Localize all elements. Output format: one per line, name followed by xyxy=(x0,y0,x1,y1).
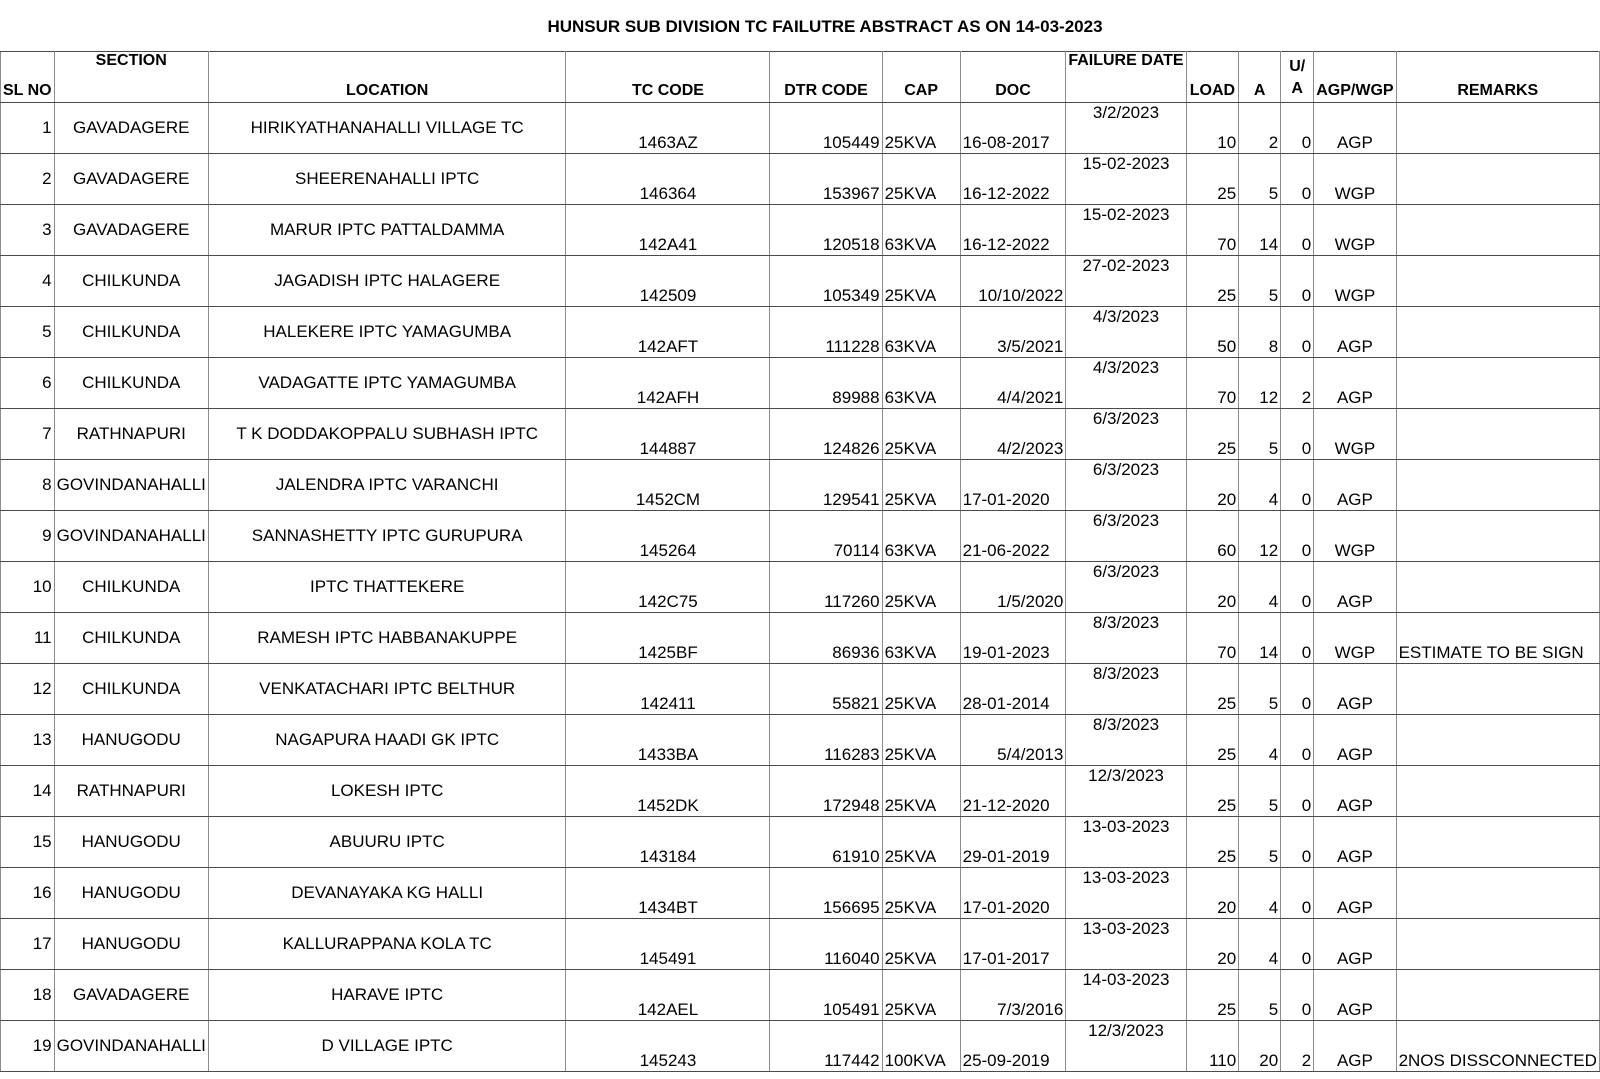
cell-ua[interactable]: 0 xyxy=(1281,205,1314,256)
cell-failure-date[interactable]: 6/3/2023 xyxy=(1066,511,1186,562)
cell-doc[interactable]: 28-01-2014 xyxy=(960,664,1066,715)
cell-section[interactable]: CHILKUNDA xyxy=(54,613,208,664)
cell-agp-wgp[interactable]: WGP xyxy=(1314,613,1396,664)
cell-ua[interactable]: 0 xyxy=(1281,664,1314,715)
cell-remarks[interactable] xyxy=(1396,817,1599,868)
cell-a[interactable]: 12 xyxy=(1239,358,1281,409)
cell-tc-code[interactable]: 1452DK xyxy=(566,766,770,817)
cell-ua[interactable]: 0 xyxy=(1281,766,1314,817)
cell-dtr-code[interactable]: 55821 xyxy=(770,664,882,715)
table-row xyxy=(1,460,1600,511)
cell-section[interactable]: HANUGODU xyxy=(54,919,208,970)
cell-failure-date[interactable]: 15-02-2023 xyxy=(1066,205,1186,256)
header-sl-no[interactable]: SL NO xyxy=(1,52,55,103)
table-row xyxy=(1,256,1600,307)
cell-load[interactable]: 25 xyxy=(1186,154,1239,205)
cell-tc-code[interactable]: 143184 xyxy=(566,817,770,868)
cell-section[interactable]: GOVINDANAHALLI xyxy=(54,1021,208,1072)
cell-section[interactable]: HANUGODU xyxy=(54,817,208,868)
cell-section[interactable]: CHILKUNDA xyxy=(54,562,208,613)
cell-remarks[interactable] xyxy=(1396,409,1599,460)
cell-sl-no[interactable]: 3 xyxy=(1,205,55,256)
cell-remarks[interactable] xyxy=(1396,868,1599,919)
table-row xyxy=(1,103,1600,154)
cell-doc[interactable]: 16-08-2017 xyxy=(960,103,1066,154)
cell-remarks[interactable]: ESTIMATE TO BE SIGN xyxy=(1396,613,1599,664)
cell-location[interactable]: MARUR IPTC PATTALDAMMA xyxy=(208,205,566,256)
cell-doc[interactable]: 10/10/2022 xyxy=(960,256,1066,307)
cell-a[interactable]: 4 xyxy=(1239,460,1281,511)
cell-sl-no[interactable]: 14 xyxy=(1,766,55,817)
cell-sl-no[interactable]: 18 xyxy=(1,970,55,1021)
cell-load[interactable]: 110 xyxy=(1186,1021,1239,1072)
table-row xyxy=(1,409,1600,460)
cell-agp-wgp[interactable]: AGP xyxy=(1314,664,1396,715)
cell-tc-code[interactable]: 145491 xyxy=(566,919,770,970)
cell-cap[interactable]: 25KVA xyxy=(882,256,960,307)
cell-load[interactable]: 20 xyxy=(1186,919,1239,970)
cell-section[interactable]: HANUGODU xyxy=(54,868,208,919)
cell-sl-no[interactable]: 5 xyxy=(1,307,55,358)
cell-remarks[interactable] xyxy=(1396,358,1599,409)
header-a[interactable]: A xyxy=(1239,52,1281,103)
cell-ua[interactable]: 0 xyxy=(1281,154,1314,205)
cell-dtr-code[interactable]: 124826 xyxy=(770,409,882,460)
cell-doc[interactable]: 4/2/2023 xyxy=(960,409,1066,460)
cell-agp-wgp[interactable]: WGP xyxy=(1314,205,1396,256)
cell-doc[interactable]: 29-01-2019 xyxy=(960,817,1066,868)
cell-sl-no[interactable]: 15 xyxy=(1,817,55,868)
cell-cap[interactable]: 25KVA xyxy=(882,970,960,1021)
cell-agp-wgp[interactable]: AGP xyxy=(1314,868,1396,919)
cell-cap[interactable]: 63KVA xyxy=(882,511,960,562)
cell-section[interactable]: HANUGODU xyxy=(54,715,208,766)
cell-sl-no[interactable]: 11 xyxy=(1,613,55,664)
cell-location[interactable]: SHEERENAHALLI IPTC xyxy=(208,154,566,205)
cell-a[interactable]: 2 xyxy=(1239,103,1281,154)
cell-location[interactable]: KALLURAPPANA KOLA TC xyxy=(208,919,566,970)
table-row xyxy=(1,868,1600,919)
header-row xyxy=(1,52,1600,103)
cell-cap[interactable]: 25KVA xyxy=(882,409,960,460)
cell-remarks[interactable] xyxy=(1396,766,1599,817)
table-row xyxy=(1,358,1600,409)
cell-location[interactable]: RAMESH IPTC HABBANAKUPPE xyxy=(208,613,566,664)
cell-dtr-code[interactable]: 117260 xyxy=(770,562,882,613)
table-row xyxy=(1,205,1600,256)
cell-location[interactable]: HIRIKYATHANAHALLI VILLAGE TC xyxy=(208,103,566,154)
cell-sl-no[interactable]: 1 xyxy=(1,103,55,154)
cell-section[interactable]: GAVADAGERE xyxy=(54,205,208,256)
cell-a[interactable]: 4 xyxy=(1239,868,1281,919)
tc-failure-table xyxy=(0,51,1600,1072)
cell-location[interactable]: DEVANAYAKA KG HALLI xyxy=(208,868,566,919)
cell-remarks[interactable] xyxy=(1396,970,1599,1021)
cell-tc-code[interactable]: 1425BF xyxy=(566,613,770,664)
cell-failure-date[interactable]: 8/3/2023 xyxy=(1066,664,1186,715)
cell-agp-wgp[interactable]: AGP xyxy=(1314,715,1396,766)
cell-dtr-code[interactable]: 61910 xyxy=(770,817,882,868)
cell-tc-code[interactable]: 142509 xyxy=(566,256,770,307)
cell-a[interactable]: 5 xyxy=(1239,766,1281,817)
cell-sl-no[interactable]: 4 xyxy=(1,256,55,307)
cell-failure-date[interactable]: 15-02-2023 xyxy=(1066,154,1186,205)
cell-agp-wgp[interactable]: WGP xyxy=(1314,409,1396,460)
cell-agp-wgp[interactable]: AGP xyxy=(1314,1021,1396,1072)
sheet-title: HUNSUR SUB DIVISION TC FAILUTRE ABSTRACT AS ON 14-03-2023 xyxy=(547,17,1103,36)
table-row xyxy=(1,307,1600,358)
cell-dtr-code[interactable]: 105349 xyxy=(770,256,882,307)
table-row xyxy=(1,919,1600,970)
cell-doc[interactable]: 7/3/2016 xyxy=(960,970,1066,1021)
cell-dtr-code[interactable]: 116040 xyxy=(770,919,882,970)
cell-failure-date[interactable]: 6/3/2023 xyxy=(1066,460,1186,511)
cell-failure-date[interactable]: 8/3/2023 xyxy=(1066,715,1186,766)
cell-dtr-code[interactable]: 117442 xyxy=(770,1021,882,1072)
cell-cap[interactable]: 25KVA xyxy=(882,103,960,154)
cell-agp-wgp[interactable]: AGP xyxy=(1314,358,1396,409)
cell-agp-wgp[interactable]: AGP xyxy=(1314,562,1396,613)
cell-a[interactable]: 4 xyxy=(1239,715,1281,766)
cell-load[interactable]: 10 xyxy=(1186,103,1239,154)
cell-section[interactable]: CHILKUNDA xyxy=(54,664,208,715)
cell-sl-no[interactable]: 9 xyxy=(1,511,55,562)
cell-cap[interactable]: 25KVA xyxy=(882,460,960,511)
cell-location[interactable]: HALEKERE IPTC YAMAGUMBA xyxy=(208,307,566,358)
cell-location[interactable]: JAGADISH IPTC HALAGERE xyxy=(208,256,566,307)
table-row xyxy=(1,664,1600,715)
cell-section[interactable]: GAVADAGERE xyxy=(54,970,208,1021)
header-ua-top: U/ xyxy=(1289,58,1306,75)
cell-remarks[interactable] xyxy=(1396,919,1599,970)
cell-ua[interactable]: 0 xyxy=(1281,613,1314,664)
cell-location[interactable]: T K DODDAKOPPALU SUBHASH IPTC xyxy=(208,409,566,460)
cell-section[interactable]: RATHNAPURI xyxy=(54,766,208,817)
cell-dtr-code[interactable]: 120518 xyxy=(770,205,882,256)
cell-load[interactable]: 70 xyxy=(1186,613,1239,664)
cell-cap[interactable]: 63KVA xyxy=(882,307,960,358)
cell-cap[interactable]: 100KVA xyxy=(882,1021,960,1072)
cell-doc[interactable]: 3/5/2021 xyxy=(960,307,1066,358)
cell-location[interactable]: JALENDRA IPTC VARANCHI xyxy=(208,460,566,511)
cell-location[interactable]: VADAGATTE IPTC YAMAGUMBA xyxy=(208,358,566,409)
cell-section[interactable]: GOVINDANAHALLI xyxy=(54,511,208,562)
cell-a[interactable]: 14 xyxy=(1239,205,1281,256)
cell-a[interactable]: 8 xyxy=(1239,307,1281,358)
cell-remarks[interactable] xyxy=(1396,103,1599,154)
cell-cap[interactable]: 25KVA xyxy=(882,766,960,817)
cell-sl-no[interactable]: 6 xyxy=(1,358,55,409)
cell-sl-no[interactable]: 2 xyxy=(1,154,55,205)
cell-tc-code[interactable]: 142AFT xyxy=(566,307,770,358)
cell-sl-no[interactable]: 7 xyxy=(1,409,55,460)
cell-failure-date[interactable]: 6/3/2023 xyxy=(1066,409,1186,460)
cell-agp-wgp[interactable]: WGP xyxy=(1314,256,1396,307)
cell-ua[interactable]: 0 xyxy=(1281,562,1314,613)
cell-ua[interactable]: 0 xyxy=(1281,460,1314,511)
cell-agp-wgp[interactable]: WGP xyxy=(1314,154,1396,205)
cell-dtr-code[interactable]: 156695 xyxy=(770,868,882,919)
cell-tc-code[interactable]: 145243 xyxy=(566,1021,770,1072)
cell-load[interactable]: 25 xyxy=(1186,664,1239,715)
cell-sl-no[interactable]: 8 xyxy=(1,460,55,511)
header-section[interactable]: SECTION xyxy=(54,52,208,103)
cell-load[interactable]: 25 xyxy=(1186,715,1239,766)
cell-doc[interactable]: 17-01-2020 xyxy=(960,460,1066,511)
cell-doc[interactable]: 21-12-2020 xyxy=(960,766,1066,817)
table-row xyxy=(1,154,1600,205)
cell-ua[interactable]: 0 xyxy=(1281,307,1314,358)
cell-cap[interactable]: 25KVA xyxy=(882,562,960,613)
table-row xyxy=(1,511,1600,562)
cell-tc-code[interactable]: 145264 xyxy=(566,511,770,562)
table-body xyxy=(1,103,1600,1072)
cell-failure-date[interactable]: 6/3/2023 xyxy=(1066,562,1186,613)
cell-ua[interactable]: 0 xyxy=(1281,970,1314,1021)
cell-sl-no[interactable]: 16 xyxy=(1,868,55,919)
cell-ua[interactable]: 0 xyxy=(1281,817,1314,868)
table-row xyxy=(1,715,1600,766)
cell-doc[interactable]: 19-01-2023 xyxy=(960,613,1066,664)
cell-load[interactable]: 25 xyxy=(1186,970,1239,1021)
cell-tc-code[interactable]: 142A41 xyxy=(566,205,770,256)
cell-a[interactable]: 14 xyxy=(1239,613,1281,664)
cell-a[interactable]: 5 xyxy=(1239,409,1281,460)
cell-ua[interactable]: 0 xyxy=(1281,511,1314,562)
cell-a[interactable]: 5 xyxy=(1239,664,1281,715)
cell-doc[interactable]: 17-01-2020 xyxy=(960,868,1066,919)
cell-dtr-code[interactable]: 111228 xyxy=(770,307,882,358)
cell-load[interactable]: 20 xyxy=(1186,562,1239,613)
cell-remarks[interactable] xyxy=(1396,205,1599,256)
cell-doc[interactable]: 17-01-2017 xyxy=(960,919,1066,970)
cell-load[interactable]: 20 xyxy=(1186,460,1239,511)
cell-remarks[interactable] xyxy=(1396,256,1599,307)
cell-agp-wgp[interactable]: AGP xyxy=(1314,460,1396,511)
header-agp-wgp[interactable]: AGP/WGP xyxy=(1314,52,1396,103)
cell-failure-date[interactable]: 14-03-2023 xyxy=(1066,970,1186,1021)
cell-load[interactable]: 25 xyxy=(1186,256,1239,307)
cell-section[interactable]: CHILKUNDA xyxy=(54,256,208,307)
cell-agp-wgp[interactable]: WGP xyxy=(1314,511,1396,562)
table-row xyxy=(1,613,1600,664)
cell-a[interactable]: 4 xyxy=(1239,562,1281,613)
header-cap[interactable]: CAP xyxy=(882,52,960,103)
cell-dtr-code[interactable]: 172948 xyxy=(770,766,882,817)
cell-sl-no[interactable]: 19 xyxy=(1,1021,55,1072)
cell-cap[interactable]: 25KVA xyxy=(882,919,960,970)
cell-doc[interactable]: 5/4/2013 xyxy=(960,715,1066,766)
cell-location[interactable]: IPTC THATTEKERE xyxy=(208,562,566,613)
cell-dtr-code[interactable]: 105449 xyxy=(770,103,882,154)
cell-remarks[interactable] xyxy=(1396,460,1599,511)
cell-cap[interactable]: 25KVA xyxy=(882,664,960,715)
cell-load[interactable]: 60 xyxy=(1186,511,1239,562)
header-load[interactable]: LOAD xyxy=(1186,52,1239,103)
cell-sl-no[interactable]: 12 xyxy=(1,664,55,715)
cell-ua[interactable]: 0 xyxy=(1281,868,1314,919)
table-row xyxy=(1,766,1600,817)
cell-ua[interactable]: 0 xyxy=(1281,256,1314,307)
cell-a[interactable]: 5 xyxy=(1239,817,1281,868)
cell-a[interactable]: 4 xyxy=(1239,919,1281,970)
cell-a[interactable]: 12 xyxy=(1239,511,1281,562)
cell-dtr-code[interactable]: 129541 xyxy=(770,460,882,511)
cell-remarks[interactable] xyxy=(1396,715,1599,766)
table-row xyxy=(1,562,1600,613)
cell-remarks[interactable] xyxy=(1396,664,1599,715)
cell-a[interactable]: 5 xyxy=(1239,970,1281,1021)
cell-failure-date[interactable]: 3/2/2023 xyxy=(1066,103,1186,154)
cell-failure-date[interactable]: 13-03-2023 xyxy=(1066,817,1186,868)
cell-load[interactable]: 25 xyxy=(1186,817,1239,868)
cell-tc-code[interactable]: 144887 xyxy=(566,409,770,460)
cell-sl-no[interactable]: 10 xyxy=(1,562,55,613)
cell-remarks[interactable] xyxy=(1396,154,1599,205)
cell-a[interactable]: 20 xyxy=(1239,1021,1281,1072)
cell-location[interactable]: SANNASHETTY IPTC GURUPURA xyxy=(208,511,566,562)
cell-location[interactable]: D VILLAGE IPTC xyxy=(208,1021,566,1072)
header-doc[interactable]: DOC xyxy=(960,52,1066,103)
cell-failure-date[interactable]: 12/3/2023 xyxy=(1066,766,1186,817)
table-row xyxy=(1,1021,1600,1072)
cell-remarks[interactable] xyxy=(1396,562,1599,613)
cell-agp-wgp[interactable]: AGP xyxy=(1314,103,1396,154)
table-row xyxy=(1,970,1600,1021)
cell-load[interactable]: 25 xyxy=(1186,409,1239,460)
cell-location[interactable]: NAGAPURA HAADI GK IPTC xyxy=(208,715,566,766)
cell-ua[interactable]: 0 xyxy=(1281,103,1314,154)
cell-ua[interactable]: 0 xyxy=(1281,409,1314,460)
cell-cap[interactable]: 25KVA xyxy=(882,154,960,205)
cell-ua[interactable]: 2 xyxy=(1281,1021,1314,1072)
cell-location[interactable]: ABUURU IPTC xyxy=(208,817,566,868)
cell-dtr-code[interactable]: 153967 xyxy=(770,154,882,205)
cell-doc[interactable]: 25-09-2019 xyxy=(960,1021,1066,1072)
cell-section[interactable]: GAVADAGERE xyxy=(54,103,208,154)
cell-agp-wgp[interactable]: AGP xyxy=(1314,817,1396,868)
cell-tc-code[interactable]: 1452CM xyxy=(566,460,770,511)
cell-agp-wgp[interactable]: AGP xyxy=(1314,766,1396,817)
cell-failure-date[interactable]: 13-03-2023 xyxy=(1066,868,1186,919)
cell-ua[interactable]: 0 xyxy=(1281,715,1314,766)
cell-load[interactable]: 25 xyxy=(1186,766,1239,817)
cell-cap[interactable]: 25KVA xyxy=(882,715,960,766)
cell-section[interactable]: RATHNAPURI xyxy=(54,409,208,460)
cell-remarks[interactable] xyxy=(1396,511,1599,562)
cell-tc-code[interactable]: 142AFH xyxy=(566,358,770,409)
cell-load[interactable]: 20 xyxy=(1186,868,1239,919)
header-dtr-code[interactable]: DTR CODE xyxy=(770,52,882,103)
cell-cap[interactable]: 63KVA xyxy=(882,358,960,409)
cell-tc-code[interactable]: 1433BA xyxy=(566,715,770,766)
cell-section[interactable]: GOVINDANAHALLI xyxy=(54,460,208,511)
cell-remarks[interactable]: 2NOS DISSCONNECTED xyxy=(1396,1021,1599,1072)
cell-doc[interactable]: 4/4/2021 xyxy=(960,358,1066,409)
cell-cap[interactable]: 63KVA xyxy=(882,613,960,664)
cell-location[interactable]: HARAVE IPTC xyxy=(208,970,566,1021)
cell-failure-date[interactable]: 27-02-2023 xyxy=(1066,256,1186,307)
cell-section[interactable]: CHILKUNDA xyxy=(54,358,208,409)
cell-agp-wgp[interactable]: AGP xyxy=(1314,307,1396,358)
cell-section[interactable]: GAVADAGERE xyxy=(54,154,208,205)
cell-tc-code[interactable]: 1463AZ xyxy=(566,103,770,154)
cell-ua[interactable]: 0 xyxy=(1281,919,1314,970)
cell-doc[interactable]: 16-12-2022 xyxy=(960,205,1066,256)
header-location[interactable]: LOCATION xyxy=(208,52,566,103)
cell-tc-code[interactable]: 1434BT xyxy=(566,868,770,919)
cell-failure-date[interactable]: 12/3/2023 xyxy=(1066,1021,1186,1072)
cell-section[interactable]: CHILKUNDA xyxy=(54,307,208,358)
cell-dtr-code[interactable]: 89988 xyxy=(770,358,882,409)
cell-doc[interactable]: 1/5/2020 xyxy=(960,562,1066,613)
cell-sl-no[interactable]: 13 xyxy=(1,715,55,766)
cell-doc[interactable]: 21-06-2022 xyxy=(960,511,1066,562)
table-row xyxy=(1,817,1600,868)
cell-ua[interactable]: 2 xyxy=(1281,358,1314,409)
cell-cap[interactable]: 25KVA xyxy=(882,817,960,868)
cell-dtr-code[interactable]: 70114 xyxy=(770,511,882,562)
cell-tc-code[interactable]: 142AEL xyxy=(566,970,770,1021)
cell-dtr-code[interactable]: 116283 xyxy=(770,715,882,766)
cell-failure-date[interactable]: 8/3/2023 xyxy=(1066,613,1186,664)
cell-load[interactable]: 50 xyxy=(1186,307,1239,358)
cell-dtr-code[interactable]: 105491 xyxy=(770,970,882,1021)
cell-failure-date[interactable]: 4/3/2023 xyxy=(1066,358,1186,409)
cell-dtr-code[interactable]: 86936 xyxy=(770,613,882,664)
cell-agp-wgp[interactable]: AGP xyxy=(1314,970,1396,1021)
cell-doc[interactable]: 16-12-2022 xyxy=(960,154,1066,205)
header-tc-code[interactable]: TC CODE xyxy=(566,52,770,103)
cell-agp-wgp[interactable]: AGP xyxy=(1314,919,1396,970)
cell-failure-date[interactable]: 13-03-2023 xyxy=(1066,919,1186,970)
cell-sl-no[interactable]: 17 xyxy=(1,919,55,970)
cell-cap[interactable]: 25KVA xyxy=(882,868,960,919)
header-failure-date[interactable]: FAILURE DATE xyxy=(1066,52,1186,103)
cell-tc-code[interactable]: 146364 xyxy=(566,154,770,205)
cell-tc-code[interactable]: 142C75 xyxy=(566,562,770,613)
header-remarks[interactable]: REMARKS xyxy=(1396,52,1599,103)
cell-a[interactable]: 5 xyxy=(1239,154,1281,205)
header-ua-bottom: A xyxy=(1291,80,1303,97)
cell-location[interactable]: LOKESH IPTC xyxy=(208,766,566,817)
cell-load[interactable]: 70 xyxy=(1186,205,1239,256)
cell-load[interactable]: 70 xyxy=(1186,358,1239,409)
cell-a[interactable]: 5 xyxy=(1239,256,1281,307)
cell-remarks[interactable] xyxy=(1396,307,1599,358)
cell-failure-date[interactable]: 4/3/2023 xyxy=(1066,307,1186,358)
header-ua[interactable] xyxy=(1281,52,1314,103)
cell-tc-code[interactable]: 142411 xyxy=(566,664,770,715)
cell-cap[interactable]: 63KVA xyxy=(882,205,960,256)
cell-location[interactable]: VENKATACHARI IPTC BELTHUR xyxy=(208,664,566,715)
